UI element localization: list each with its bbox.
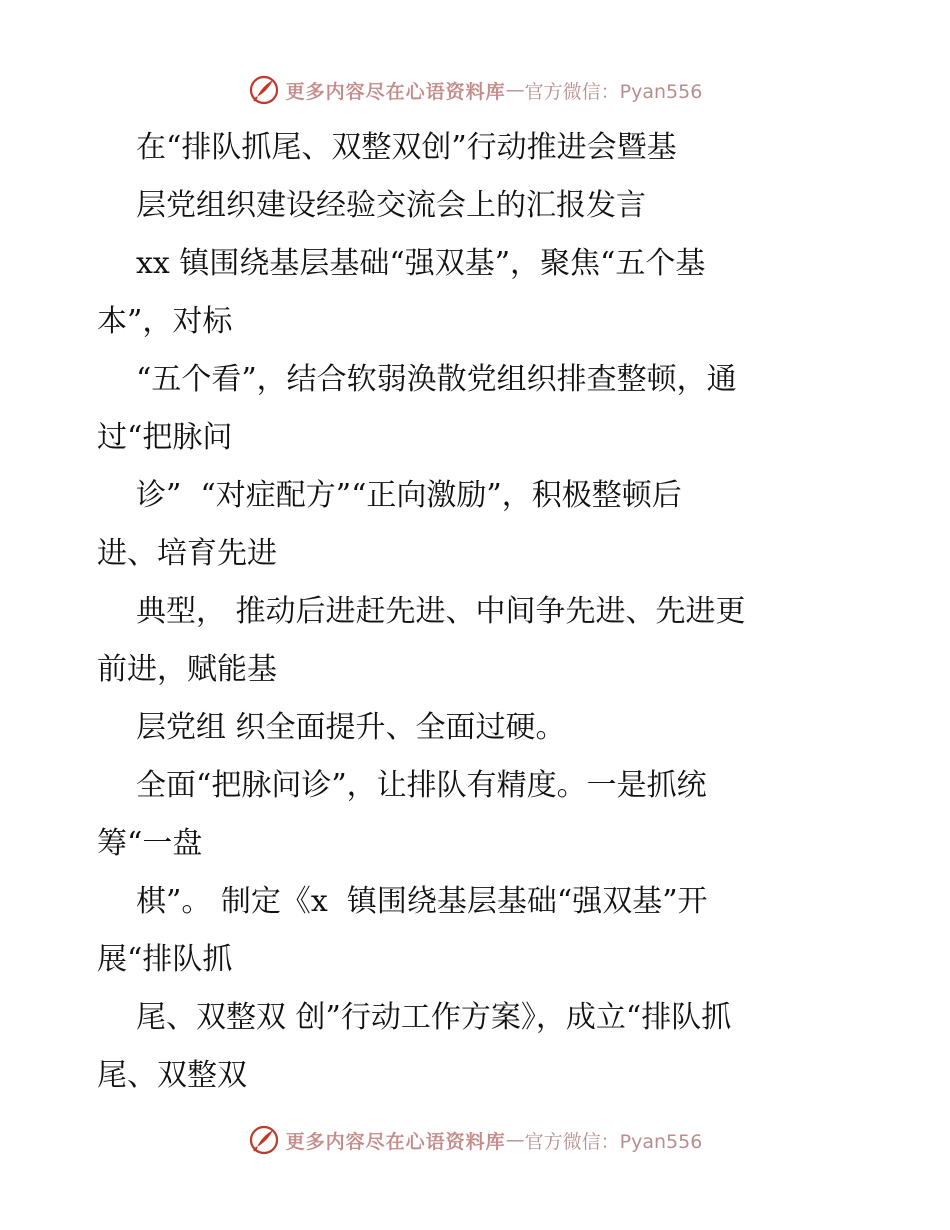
body-line-10: 前进，赋能基	[97, 652, 277, 687]
body-line-16: 尾、双整双 创”行动工作方案》，成立“排队抓	[136, 1000, 732, 1035]
body-line-2: 层党组织建设经验交流会上的汇报发言	[136, 188, 646, 223]
body-line-8: 进、培育先进	[97, 536, 277, 571]
body-line-6: 过“把脉问	[97, 420, 233, 455]
header-contact-text: 官方微信：Pyan556	[524, 80, 703, 103]
footer-separator: —	[505, 1129, 525, 1151]
header-separator: —	[505, 79, 525, 101]
feather-pen-logo-icon	[248, 1124, 280, 1156]
body-line-3: xx 镇围绕基层基础“强双基”，聚焦“五个基	[136, 246, 706, 281]
body-line-15: 展“排队抓	[97, 942, 233, 977]
body-line-12: 全面“把脉问诊”，让排队有精度。一是抓统	[136, 768, 707, 803]
body-line-14: 棋”。 制定《x 镇围绕基层基础“强双基”开	[136, 884, 708, 919]
footer-banner	[0, 1120, 950, 1160]
footer-brand-text: 更多内容尽在心语资料库	[285, 1130, 506, 1153]
header-brand-text: 更多内容尽在心语资料库	[285, 80, 506, 103]
header-banner	[0, 70, 950, 110]
footer-contact-text: 官方微信：Pyan556	[524, 1130, 703, 1153]
body-line-4: 本”，对标	[97, 304, 233, 339]
body-line-11: 层党组 织全面提升、全面过硬。	[136, 710, 566, 745]
body-line-9: 典型， 推动后进赶先进、中间争先进、先进更	[136, 594, 746, 629]
body-line-5: “五个看”，结合软弱涣散党组织排查整顿，通	[136, 362, 737, 397]
body-line-17: 尾、双整双	[97, 1058, 247, 1093]
body-line-7: 诊” “对症配方”“正向激励”，积极整顿后	[136, 478, 682, 513]
feather-pen-logo-icon	[248, 74, 280, 106]
body-line-13: 筹“一盘	[97, 826, 203, 861]
body-line-1: 在“排队抓尾、双整双创”行动推进会暨基	[136, 130, 677, 165]
